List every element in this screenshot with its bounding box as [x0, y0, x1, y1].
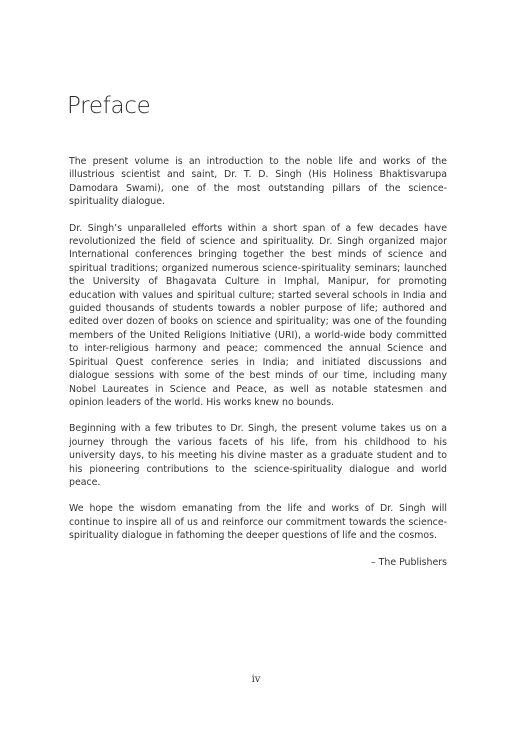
preface-body: [69, 155, 447, 569]
paragraph-achievements: Dr. Singh’s unparalleled efforts within a short span of a few decades have revolutionized the field of science and spirituality. Dr. Singh organized major International conferences bringing together the best minds of science and spiritual traditions; organized numerous science-spirituality seminars; launched the University of Bhagavata Culture in Imphal, Manipur, for promoting education with values and spiritual culture; started several schools in India and guided thousands of students towards a nobler purpose of life; authored and edited over dozen of books on science and spirituality; was one of the founding members of the United Religions Initiative (URI), a world-wide body committed to inter-religious harmony and peace; commenced the annual Science and Spiritual Quest conference series in India; and initiated discussions and dialogue sessions with some of the best minds of our time, including many Nobel Laureates in Science and Peace, as well as notable statesmen and opinion leaders of the world. His works knew no bounds.: [69, 222, 447, 408]
publisher-signature: – The Publishers: [370, 556, 447, 568]
paragraph-hope: We hope the wisdom emanating from the life and works of Dr. Singh will continue to inspire all of us and reinforce our commitment towards the science-spirituality dialogue in fathoming the deeper questions of life and the cosmos.: [69, 503, 447, 542]
paragraph-intro: The present volume is an introduction to the noble life and works of the illustrious scientist and saint, Dr. T. D. Singh (His Holiness Bhaktisvarupa Damodara Swami), one of the most outstanding pillars of the science-spirituality dialogue.: [69, 156, 447, 208]
paragraph-journey: Beginning with a few tributes to Dr. Singh, the present volume takes us on a journey through the various facets of his life, from his childhood to his university days, to his meeting his divine master as a graduate student and to his pioneering contributions to the science-spirituality dialogue and world peace.: [69, 423, 447, 488]
page-number: iv: [251, 674, 261, 685]
page-title: Preface: [67, 93, 151, 119]
